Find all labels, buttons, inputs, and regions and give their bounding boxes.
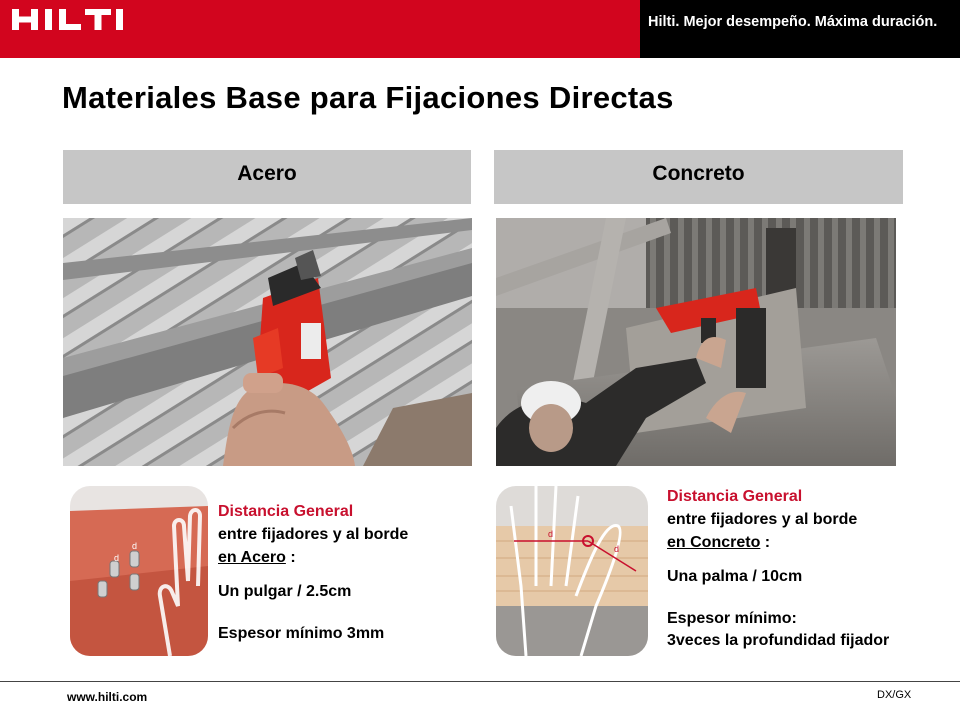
acero-spacing: Un pulgar / 2.5cm	[218, 583, 352, 600]
acero-thickness: Espesor mínimo 3mm	[218, 625, 385, 642]
header-tagline: Hilti. Mejor desempeño. Máxima duración.	[648, 14, 938, 30]
hilti-logo	[12, 9, 134, 30]
concrete-fastening-photo	[496, 218, 896, 466]
footer-url-link[interactable]: www.hilti.com	[67, 690, 148, 704]
concreto-material-link: en Concreto	[667, 534, 761, 551]
page-title: Materiales Base para Fijaciones Directas	[62, 80, 674, 115]
acero-distance-line: entre fijadores y al borde	[218, 526, 409, 543]
concreto-distance-line: entre fijadores y al borde	[667, 511, 858, 528]
concreto-thickness-title: Espesor mínimo:	[667, 610, 797, 627]
concreto-distance-title: Distancia General	[667, 488, 803, 505]
hand-thumb-spacing-diagram	[70, 486, 208, 656]
footer-code: DX/GX	[877, 689, 912, 701]
acero-material-line	[218, 547, 296, 568]
diagram-d-label: d	[114, 553, 120, 563]
concreto-material-colon: :	[760, 534, 771, 551]
column-heading-label: Concreto	[652, 162, 745, 185]
diagram-d-label: d	[614, 544, 620, 554]
acero-material-colon: :	[285, 549, 296, 566]
footer-divider	[0, 681, 960, 682]
steel-fastening-photo	[63, 218, 472, 466]
acero-distance-title: Distancia General	[218, 503, 354, 520]
column-heading-concreto	[494, 150, 903, 204]
column-heading-acero	[63, 150, 471, 204]
concreto-thickness: 3veces la profundidad fijador	[667, 632, 890, 649]
hand-palm-spacing-diagram	[496, 486, 648, 656]
acero-material-link: en Acero	[218, 549, 286, 566]
diagram-d-label: d	[132, 541, 138, 551]
column-heading-label: Acero	[237, 162, 297, 185]
concreto-spacing: Una palma / 10cm	[667, 568, 803, 585]
diagram-d-label: d	[548, 529, 554, 539]
concreto-material-line	[667, 532, 770, 553]
